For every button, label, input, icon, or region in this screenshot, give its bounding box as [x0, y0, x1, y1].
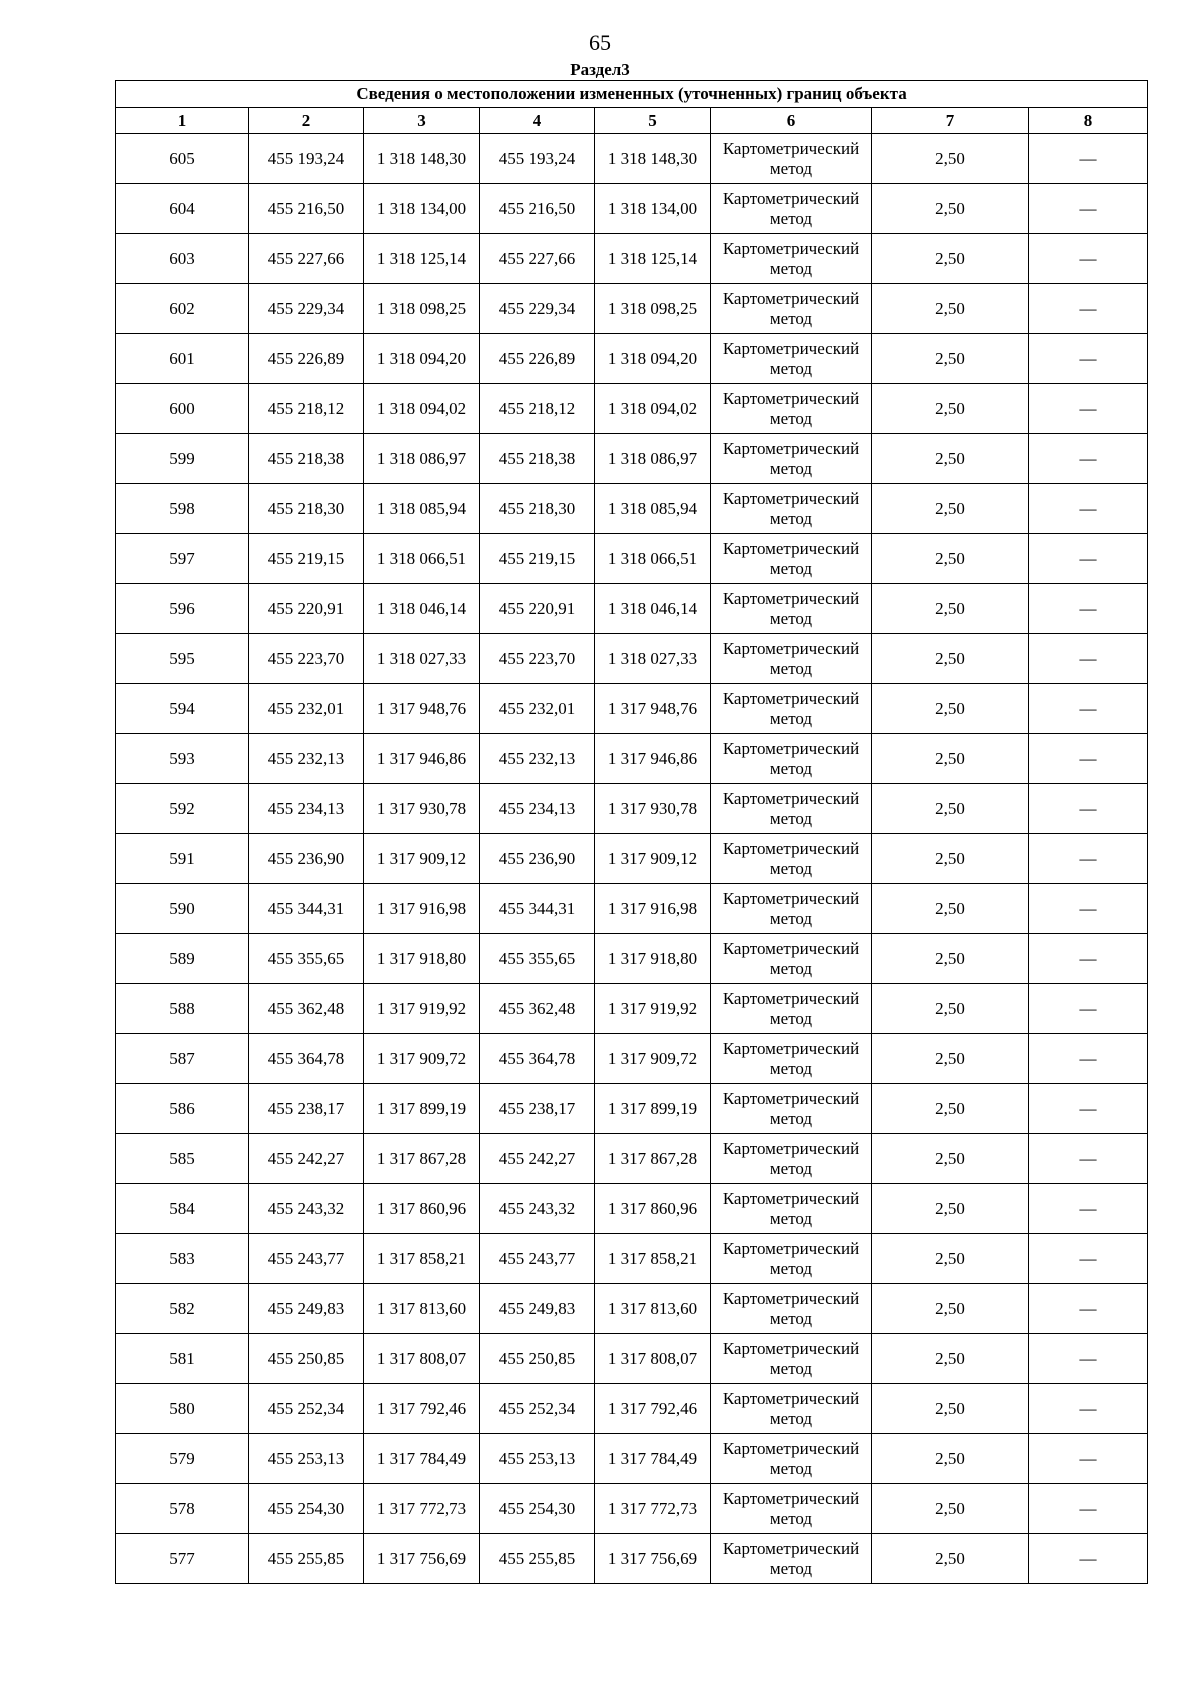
table-row	[116, 1434, 1148, 1484]
x-coordinate-cell: 455 234,13	[249, 784, 364, 834]
x-coordinate-new-cell: 455 227,66	[480, 234, 595, 284]
x-coordinate-cell: 455 223,70	[249, 634, 364, 684]
y-coordinate-new-cell: 1 318 148,30	[595, 134, 711, 184]
y-coordinate-new-cell: 1 317 792,46	[595, 1384, 711, 1434]
table-row	[116, 584, 1148, 634]
description-cell: —	[1029, 1384, 1148, 1434]
point-number-cell: 591	[116, 834, 249, 884]
point-number-cell: 605	[116, 134, 249, 184]
column-number: 4	[480, 108, 595, 134]
method-cell: Картометрический метод	[711, 1484, 872, 1534]
description-cell: —	[1029, 284, 1148, 334]
description-cell: —	[1029, 834, 1148, 884]
y-coordinate-cell: 1 317 867,28	[364, 1134, 480, 1184]
table-row	[116, 684, 1148, 734]
table-row	[116, 1334, 1148, 1384]
accuracy-cell: 2,50	[872, 1084, 1029, 1134]
table-row	[116, 134, 1148, 184]
description-cell: —	[1029, 1434, 1148, 1484]
method-cell: Картометрический метод	[711, 834, 872, 884]
point-number-cell: 577	[116, 1534, 249, 1584]
y-coordinate-new-cell: 1 317 784,49	[595, 1434, 711, 1484]
x-coordinate-cell: 455 227,66	[249, 234, 364, 284]
x-coordinate-cell: 455 250,85	[249, 1334, 364, 1384]
table-row	[116, 334, 1148, 384]
y-coordinate-new-cell: 1 318 085,94	[595, 484, 711, 534]
method-cell: Картометрический метод	[711, 1334, 872, 1384]
point-number-cell: 588	[116, 984, 249, 1034]
x-coordinate-new-cell: 455 220,91	[480, 584, 595, 634]
method-cell: Картометрический метод	[711, 1384, 872, 1434]
x-coordinate-new-cell: 455 216,50	[480, 184, 595, 234]
method-cell: Картометрический метод	[711, 384, 872, 434]
point-number-cell: 587	[116, 1034, 249, 1084]
accuracy-cell: 2,50	[872, 884, 1029, 934]
x-coordinate-new-cell: 455 249,83	[480, 1284, 595, 1334]
y-coordinate-cell: 1 318 094,02	[364, 384, 480, 434]
x-coordinate-cell: 455 236,90	[249, 834, 364, 884]
table-caption: Сведения о местоположении измененных (уточненных) границ объекта	[116, 81, 1148, 108]
y-coordinate-new-cell: 1 318 066,51	[595, 534, 711, 584]
y-coordinate-new-cell: 1 317 813,60	[595, 1284, 711, 1334]
description-cell: —	[1029, 1334, 1148, 1384]
x-coordinate-cell: 455 218,30	[249, 484, 364, 534]
x-coordinate-new-cell: 455 236,90	[480, 834, 595, 884]
x-coordinate-cell: 455 193,24	[249, 134, 364, 184]
accuracy-cell: 2,50	[872, 634, 1029, 684]
description-cell: —	[1029, 384, 1148, 434]
table-row	[116, 1034, 1148, 1084]
column-numbers-row	[116, 108, 1148, 134]
point-number-cell: 599	[116, 434, 249, 484]
description-cell: —	[1029, 1234, 1148, 1284]
accuracy-cell: 2,50	[872, 484, 1029, 534]
column-number: 8	[1029, 108, 1148, 134]
x-coordinate-cell: 455 253,13	[249, 1434, 364, 1484]
table-row	[116, 284, 1148, 334]
table-row	[116, 1534, 1148, 1584]
point-number-cell: 594	[116, 684, 249, 734]
method-cell: Картометрический метод	[711, 1184, 872, 1234]
x-coordinate-cell: 455 219,15	[249, 534, 364, 584]
y-coordinate-cell: 1 317 772,73	[364, 1484, 480, 1534]
description-cell: —	[1029, 534, 1148, 584]
y-coordinate-cell: 1 317 756,69	[364, 1534, 480, 1584]
point-number-cell: 585	[116, 1134, 249, 1184]
description-cell: —	[1029, 334, 1148, 384]
x-coordinate-new-cell: 455 355,65	[480, 934, 595, 984]
x-coordinate-new-cell: 455 218,38	[480, 434, 595, 484]
table-row	[116, 884, 1148, 934]
x-coordinate-new-cell: 455 218,30	[480, 484, 595, 534]
method-cell: Картометрический метод	[711, 684, 872, 734]
y-coordinate-new-cell: 1 317 918,80	[595, 934, 711, 984]
accuracy-cell: 2,50	[872, 1484, 1029, 1534]
x-coordinate-cell: 455 229,34	[249, 284, 364, 334]
y-coordinate-new-cell: 1 317 899,19	[595, 1084, 711, 1134]
method-cell: Картометрический метод	[711, 1534, 872, 1584]
y-coordinate-new-cell: 1 317 916,98	[595, 884, 711, 934]
accuracy-cell: 2,50	[872, 534, 1029, 584]
accuracy-cell: 2,50	[872, 184, 1029, 234]
y-coordinate-cell: 1 317 909,72	[364, 1034, 480, 1084]
point-number-cell: 580	[116, 1384, 249, 1434]
x-coordinate-cell: 455 220,91	[249, 584, 364, 634]
point-number-cell: 583	[116, 1234, 249, 1284]
x-coordinate-cell: 455 249,83	[249, 1284, 364, 1334]
table-row	[116, 1284, 1148, 1334]
point-number-cell: 578	[116, 1484, 249, 1534]
table-row	[116, 934, 1148, 984]
method-cell: Картометрический метод	[711, 1284, 872, 1334]
accuracy-cell: 2,50	[872, 134, 1029, 184]
point-number-cell: 602	[116, 284, 249, 334]
y-coordinate-cell: 1 317 918,80	[364, 934, 480, 984]
y-coordinate-new-cell: 1 317 946,86	[595, 734, 711, 784]
method-cell: Картометрический метод	[711, 284, 872, 334]
x-coordinate-new-cell: 455 364,78	[480, 1034, 595, 1084]
y-coordinate-new-cell: 1 317 756,69	[595, 1534, 711, 1584]
x-coordinate-new-cell: 455 234,13	[480, 784, 595, 834]
y-coordinate-cell: 1 317 792,46	[364, 1384, 480, 1434]
y-coordinate-new-cell: 1 317 919,92	[595, 984, 711, 1034]
x-coordinate-new-cell: 455 223,70	[480, 634, 595, 684]
point-number-cell: 592	[116, 784, 249, 834]
accuracy-cell: 2,50	[872, 334, 1029, 384]
point-number-cell: 597	[116, 534, 249, 584]
y-coordinate-cell: 1 317 858,21	[364, 1234, 480, 1284]
table-row	[116, 1134, 1148, 1184]
table-row	[116, 634, 1148, 684]
x-coordinate-cell: 455 344,31	[249, 884, 364, 934]
table-row	[116, 734, 1148, 784]
x-coordinate-new-cell: 455 226,89	[480, 334, 595, 384]
y-coordinate-new-cell: 1 317 867,28	[595, 1134, 711, 1184]
table-row	[116, 1384, 1148, 1434]
point-number-cell: 604	[116, 184, 249, 234]
description-cell: —	[1029, 634, 1148, 684]
y-coordinate-cell: 1 317 916,98	[364, 884, 480, 934]
method-cell: Картометрический метод	[711, 334, 872, 384]
accuracy-cell: 2,50	[872, 284, 1029, 334]
point-number-cell: 582	[116, 1284, 249, 1334]
column-number: 7	[872, 108, 1029, 134]
method-cell: Картометрический метод	[711, 434, 872, 484]
x-coordinate-new-cell: 455 243,32	[480, 1184, 595, 1234]
y-coordinate-cell: 1 317 860,96	[364, 1184, 480, 1234]
accuracy-cell: 2,50	[872, 384, 1029, 434]
y-coordinate-cell: 1 318 125,14	[364, 234, 480, 284]
description-cell: —	[1029, 1134, 1148, 1184]
y-coordinate-new-cell: 1 318 098,25	[595, 284, 711, 334]
point-number-cell: 603	[116, 234, 249, 284]
x-coordinate-cell: 455 218,12	[249, 384, 364, 434]
description-cell: —	[1029, 234, 1148, 284]
x-coordinate-cell: 455 252,34	[249, 1384, 364, 1434]
accuracy-cell: 2,50	[872, 584, 1029, 634]
description-cell: —	[1029, 1284, 1148, 1334]
y-coordinate-cell: 1 318 027,33	[364, 634, 480, 684]
description-cell: —	[1029, 1534, 1148, 1584]
point-number-cell: 586	[116, 1084, 249, 1134]
y-coordinate-cell: 1 318 046,14	[364, 584, 480, 634]
y-coordinate-new-cell: 1 317 858,21	[595, 1234, 711, 1284]
y-coordinate-cell: 1 318 085,94	[364, 484, 480, 534]
column-number: 1	[116, 108, 249, 134]
x-coordinate-new-cell: 455 193,24	[480, 134, 595, 184]
column-number: 3	[364, 108, 480, 134]
accuracy-cell: 2,50	[872, 1434, 1029, 1484]
x-coordinate-new-cell: 455 344,31	[480, 884, 595, 934]
description-cell: —	[1029, 584, 1148, 634]
x-coordinate-new-cell: 455 255,85	[480, 1534, 595, 1584]
table-row	[116, 384, 1148, 434]
y-coordinate-new-cell: 1 317 948,76	[595, 684, 711, 734]
accuracy-cell: 2,50	[872, 834, 1029, 884]
method-cell: Картометрический метод	[711, 534, 872, 584]
column-number: 2	[249, 108, 364, 134]
x-coordinate-new-cell: 455 243,77	[480, 1234, 595, 1284]
method-cell: Картометрический метод	[711, 1234, 872, 1284]
accuracy-cell: 2,50	[872, 1534, 1029, 1584]
y-coordinate-cell: 1 317 899,19	[364, 1084, 480, 1134]
x-coordinate-new-cell: 455 232,01	[480, 684, 595, 734]
method-cell: Картометрический метод	[711, 134, 872, 184]
y-coordinate-cell: 1 318 098,25	[364, 284, 480, 334]
accuracy-cell: 2,50	[872, 984, 1029, 1034]
column-number: 5	[595, 108, 711, 134]
method-cell: Картометрический метод	[711, 1134, 872, 1184]
description-cell: —	[1029, 134, 1148, 184]
y-coordinate-new-cell: 1 317 909,72	[595, 1034, 711, 1084]
accuracy-cell: 2,50	[872, 1034, 1029, 1084]
x-coordinate-cell: 455 226,89	[249, 334, 364, 384]
x-coordinate-cell: 455 243,32	[249, 1184, 364, 1234]
table-row	[116, 1184, 1148, 1234]
point-number-cell: 601	[116, 334, 249, 384]
x-coordinate-cell: 455 243,77	[249, 1234, 364, 1284]
y-coordinate-cell: 1 318 094,20	[364, 334, 480, 384]
x-coordinate-cell: 455 232,01	[249, 684, 364, 734]
y-coordinate-cell: 1 317 930,78	[364, 784, 480, 834]
accuracy-cell: 2,50	[872, 434, 1029, 484]
y-coordinate-cell: 1 318 148,30	[364, 134, 480, 184]
description-cell: —	[1029, 184, 1148, 234]
y-coordinate-cell: 1 317 948,76	[364, 684, 480, 734]
method-cell: Картометрический метод	[711, 234, 872, 284]
y-coordinate-cell: 1 317 808,07	[364, 1334, 480, 1384]
method-cell: Картометрический метод	[711, 584, 872, 634]
accuracy-cell: 2,50	[872, 934, 1029, 984]
y-coordinate-cell: 1 317 946,86	[364, 734, 480, 784]
table-row	[116, 234, 1148, 284]
table-row	[116, 784, 1148, 834]
point-number-cell: 595	[116, 634, 249, 684]
x-coordinate-new-cell: 455 219,15	[480, 534, 595, 584]
table-row	[116, 434, 1148, 484]
method-cell: Картометрический метод	[711, 634, 872, 684]
y-coordinate-cell: 1 317 784,49	[364, 1434, 480, 1484]
method-cell: Картометрический метод	[711, 1084, 872, 1134]
x-coordinate-new-cell: 455 253,13	[480, 1434, 595, 1484]
table-caption-row	[116, 81, 1148, 108]
point-number-cell: 600	[116, 384, 249, 434]
table-row	[116, 184, 1148, 234]
y-coordinate-cell: 1 317 909,12	[364, 834, 480, 884]
x-coordinate-new-cell: 455 254,30	[480, 1484, 595, 1534]
x-coordinate-new-cell: 455 232,13	[480, 734, 595, 784]
method-cell: Картометрический метод	[711, 734, 872, 784]
description-cell: —	[1029, 1034, 1148, 1084]
x-coordinate-cell: 455 216,50	[249, 184, 364, 234]
description-cell: —	[1029, 434, 1148, 484]
method-cell: Картометрический метод	[711, 1034, 872, 1084]
description-cell: —	[1029, 934, 1148, 984]
y-coordinate-new-cell: 1 318 094,20	[595, 334, 711, 384]
table-row	[116, 484, 1148, 534]
x-coordinate-new-cell: 455 250,85	[480, 1334, 595, 1384]
x-coordinate-cell: 455 362,48	[249, 984, 364, 1034]
method-cell: Картометрический метод	[711, 784, 872, 834]
description-cell: —	[1029, 484, 1148, 534]
accuracy-cell: 2,50	[872, 234, 1029, 284]
y-coordinate-new-cell: 1 318 046,14	[595, 584, 711, 634]
x-coordinate-cell: 455 254,30	[249, 1484, 364, 1534]
table-row	[116, 1084, 1148, 1134]
y-coordinate-new-cell: 1 318 094,02	[595, 384, 711, 434]
y-coordinate-cell: 1 317 813,60	[364, 1284, 480, 1334]
y-coordinate-cell: 1 318 066,51	[364, 534, 480, 584]
method-cell: Картометрический метод	[711, 934, 872, 984]
x-coordinate-new-cell: 455 252,34	[480, 1384, 595, 1434]
description-cell: —	[1029, 984, 1148, 1034]
description-cell: —	[1029, 1184, 1148, 1234]
coordinates-table	[115, 80, 1148, 1584]
accuracy-cell: 2,50	[872, 1234, 1029, 1284]
accuracy-cell: 2,50	[872, 1284, 1029, 1334]
point-number-cell: 584	[116, 1184, 249, 1234]
point-number-cell: 598	[116, 484, 249, 534]
y-coordinate-new-cell: 1 317 909,12	[595, 834, 711, 884]
description-cell: —	[1029, 734, 1148, 784]
x-coordinate-new-cell: 455 229,34	[480, 284, 595, 334]
method-cell: Картометрический метод	[711, 484, 872, 534]
x-coordinate-cell: 455 218,38	[249, 434, 364, 484]
table-row	[116, 984, 1148, 1034]
y-coordinate-new-cell: 1 318 027,33	[595, 634, 711, 684]
x-coordinate-cell: 455 255,85	[249, 1534, 364, 1584]
accuracy-cell: 2,50	[872, 1184, 1029, 1234]
accuracy-cell: 2,50	[872, 1384, 1029, 1434]
x-coordinate-new-cell: 455 362,48	[480, 984, 595, 1034]
x-coordinate-new-cell: 455 242,27	[480, 1134, 595, 1184]
description-cell: —	[1029, 884, 1148, 934]
y-coordinate-new-cell: 1 318 134,00	[595, 184, 711, 234]
point-number-cell: 590	[116, 884, 249, 934]
section-title: Раздел3	[570, 60, 630, 79]
description-cell: —	[1029, 784, 1148, 834]
point-number-cell: 593	[116, 734, 249, 784]
point-number-cell: 596	[116, 584, 249, 634]
description-cell: —	[1029, 1484, 1148, 1534]
y-coordinate-new-cell: 1 317 860,96	[595, 1184, 711, 1234]
description-cell: —	[1029, 1084, 1148, 1134]
table-row	[116, 1484, 1148, 1534]
y-coordinate-cell: 1 317 919,92	[364, 984, 480, 1034]
column-number: 6	[711, 108, 872, 134]
description-cell: —	[1029, 684, 1148, 734]
y-coordinate-new-cell: 1 318 125,14	[595, 234, 711, 284]
y-coordinate-cell: 1 318 086,97	[364, 434, 480, 484]
table-row	[116, 834, 1148, 884]
x-coordinate-cell: 455 232,13	[249, 734, 364, 784]
accuracy-cell: 2,50	[872, 1334, 1029, 1384]
accuracy-cell: 2,50	[872, 734, 1029, 784]
table-row	[116, 534, 1148, 584]
x-coordinate-cell: 455 355,65	[249, 934, 364, 984]
accuracy-cell: 2,50	[872, 1134, 1029, 1184]
point-number-cell: 579	[116, 1434, 249, 1484]
y-coordinate-cell: 1 318 134,00	[364, 184, 480, 234]
point-number-cell: 581	[116, 1334, 249, 1384]
table-body	[116, 81, 1148, 1584]
x-coordinate-cell: 455 242,27	[249, 1134, 364, 1184]
y-coordinate-new-cell: 1 317 930,78	[595, 784, 711, 834]
point-number-cell: 589	[116, 934, 249, 984]
accuracy-cell: 2,50	[872, 784, 1029, 834]
x-coordinate-cell: 455 364,78	[249, 1034, 364, 1084]
table-row	[116, 1234, 1148, 1284]
method-cell: Картометрический метод	[711, 884, 872, 934]
accuracy-cell: 2,50	[872, 684, 1029, 734]
page-number: 65	[589, 30, 611, 55]
x-coordinate-cell: 455 238,17	[249, 1084, 364, 1134]
x-coordinate-new-cell: 455 218,12	[480, 384, 595, 434]
y-coordinate-new-cell: 1 317 772,73	[595, 1484, 711, 1534]
x-coordinate-new-cell: 455 238,17	[480, 1084, 595, 1134]
y-coordinate-new-cell: 1 317 808,07	[595, 1334, 711, 1384]
y-coordinate-new-cell: 1 318 086,97	[595, 434, 711, 484]
method-cell: Картометрический метод	[711, 1434, 872, 1484]
method-cell: Картометрический метод	[711, 184, 872, 234]
method-cell: Картометрический метод	[711, 984, 872, 1034]
